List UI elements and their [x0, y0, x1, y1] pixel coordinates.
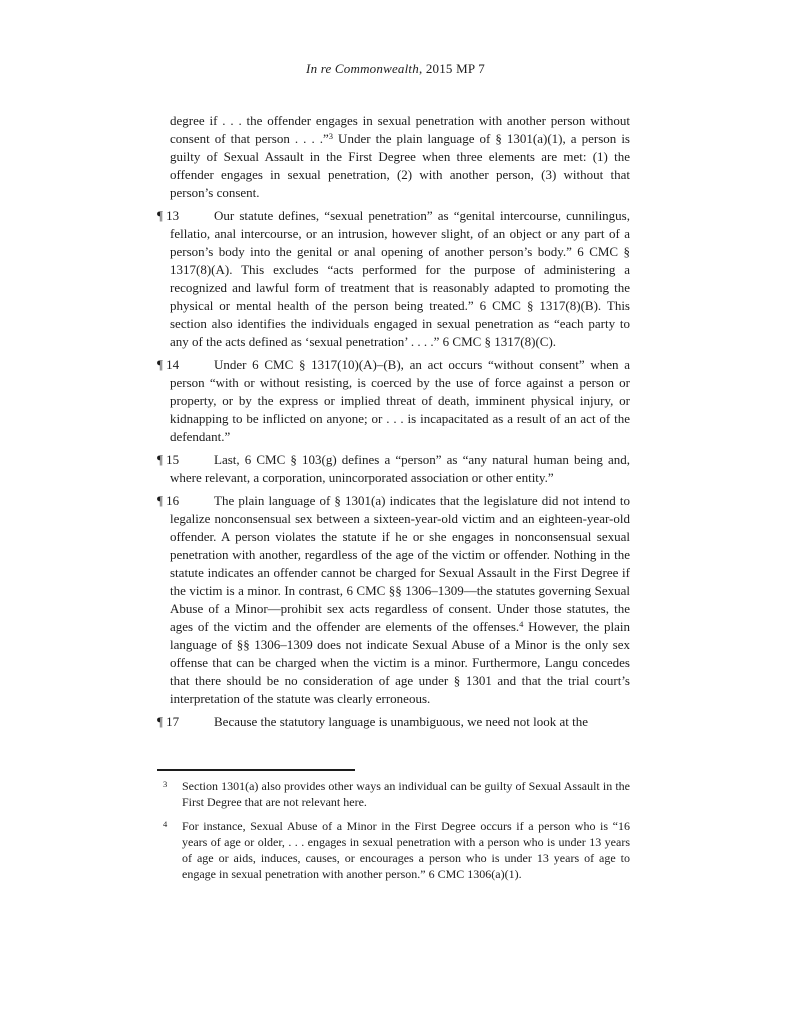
paragraph-number: ¶ 13 [157, 208, 180, 223]
opinion-body [157, 112, 630, 736]
paragraph-text: Our statute defines, “sexual penetration” as “genital intercourse, cunnilingus, fellatio, anal intercourse, or an intrusion, however slight, of an object or any part of a person’s body into the genital or anal opening of another person’s body.” 6 CMC § 1317(8)(A). This excludes “acts performed for the purpose of administering a recognized and lawful form of treatment that is reasonably adapted to promoting the physical or mental health of the person being treated.” 6 CMC § 1317(8)(B). This section also identifies the individuals engaged in sexual penetration as “each party to any of the acts defined as ‘sexual penetration’ . . . .” 6 CMC § 1317(8)(C). [170, 208, 630, 349]
opinion-paragraph-p16 [157, 492, 630, 708]
paragraph-number: ¶ 16 [157, 493, 180, 508]
opinion-paragraph-p12-continuation [170, 112, 630, 202]
footnote-4 [157, 818, 630, 882]
case-name: In re Commonwealth [306, 61, 419, 76]
running-head [0, 61, 791, 77]
paragraph-text: degree if . . . the offender engages in sexual penetration with another person without consent of that person . . . .” [170, 113, 630, 146]
paragraph-number: ¶ 15 [157, 452, 180, 467]
footnote-text: Section 1301(a) also provides other ways an individual can be guilty of Sexual Assault in the First Degree that are not relevant here. [182, 778, 630, 809]
opinion-paragraph-p14 [157, 356, 630, 446]
paragraph-text: Under the plain language of § 1301(a)(1), a person is guilty of Sexual Assault in the First Degree when three elements are met: (1) the offender engages in sexual penetration, (2) with another person, (3) without that person’s consent. [170, 131, 630, 200]
footnotes-section [157, 769, 630, 890]
opinion-paragraph-p15 [157, 451, 630, 487]
footnote-number: 3 [163, 778, 168, 789]
footnote-list [157, 778, 630, 882]
paragraph-number: ¶ 17 [157, 714, 180, 729]
footnote-reference: 4 [519, 618, 524, 629]
opinion-paragraph-p17 [157, 713, 630, 731]
footnote-number: 4 [163, 818, 168, 829]
paragraph-text: Under 6 CMC § 1317(10)(A)–(B), an act occurs “without consent” when a person “with or without resisting, is coerced by the use of force against a person or property, or by the express or implied threat of death, imminent physical injury, or kidnapping to be inflicted on anyone; or . . . is incapacitated as a result of an act of the defendant.” [170, 357, 630, 444]
case-citation: , 2015 MP 7 [418, 61, 485, 76]
paragraph-text: Last, 6 CMC § 103(g) defines a “person” as “any natural human being and, where relevant, a corporation, unincorporated association or other entity.” [170, 452, 630, 485]
footnote-text: For instance, Sexual Abuse of a Minor in the First Degree occurs if a person who is “16 years of age or older, . . . engages in sexual penetration with a person who is under 13 years of age or aids, induces, causes, or encourages a person who is under 13 years of age to engage in sexual penetration with another person.” 6 CMC 1306(a)(1). [182, 818, 630, 881]
paragraph-text: However, the plain language of §§ 1306–1309 does not indicate Sexual Abuse of a Minor is the only sex offense that can be charged when the victim is a minor. Furthermore, Langu concedes that there should be no consideration of age under § 1301 and that the trial court’s interpretation of the statute was clearly erroneous. [170, 619, 630, 706]
paragraph-number: ¶ 14 [157, 357, 180, 372]
opinion-paragraph-p13 [157, 207, 630, 351]
footnote-separator-rule [157, 769, 355, 771]
paragraph-text: The plain language of § 1301(a) indicates that the legislature did not intend to legalize nonconsensual sex between a sixteen-year-old victim and an eighteen-year-old offender. A person violates the statute if he or she engages in nonconsensual sexual penetration with another, regardless of the age of the victim or offender. Nothing in the statute indicates an offender cannot be charged for Sexual Assault in the First Degree if the victim is a minor. In contrast, 6 CMC §§ 1306–1309—the statutes governing Sexual Abuse of a Minor—prohibit sex acts regardless of consent. Under those statutes, the ages of the victim and the offender are elements of the offenses. [170, 493, 630, 634]
paragraph-text: Because the statutory language is unambiguous, we need not look at the [214, 714, 589, 729]
footnote-reference: 3 [328, 130, 334, 141]
footnote-3 [157, 778, 630, 810]
